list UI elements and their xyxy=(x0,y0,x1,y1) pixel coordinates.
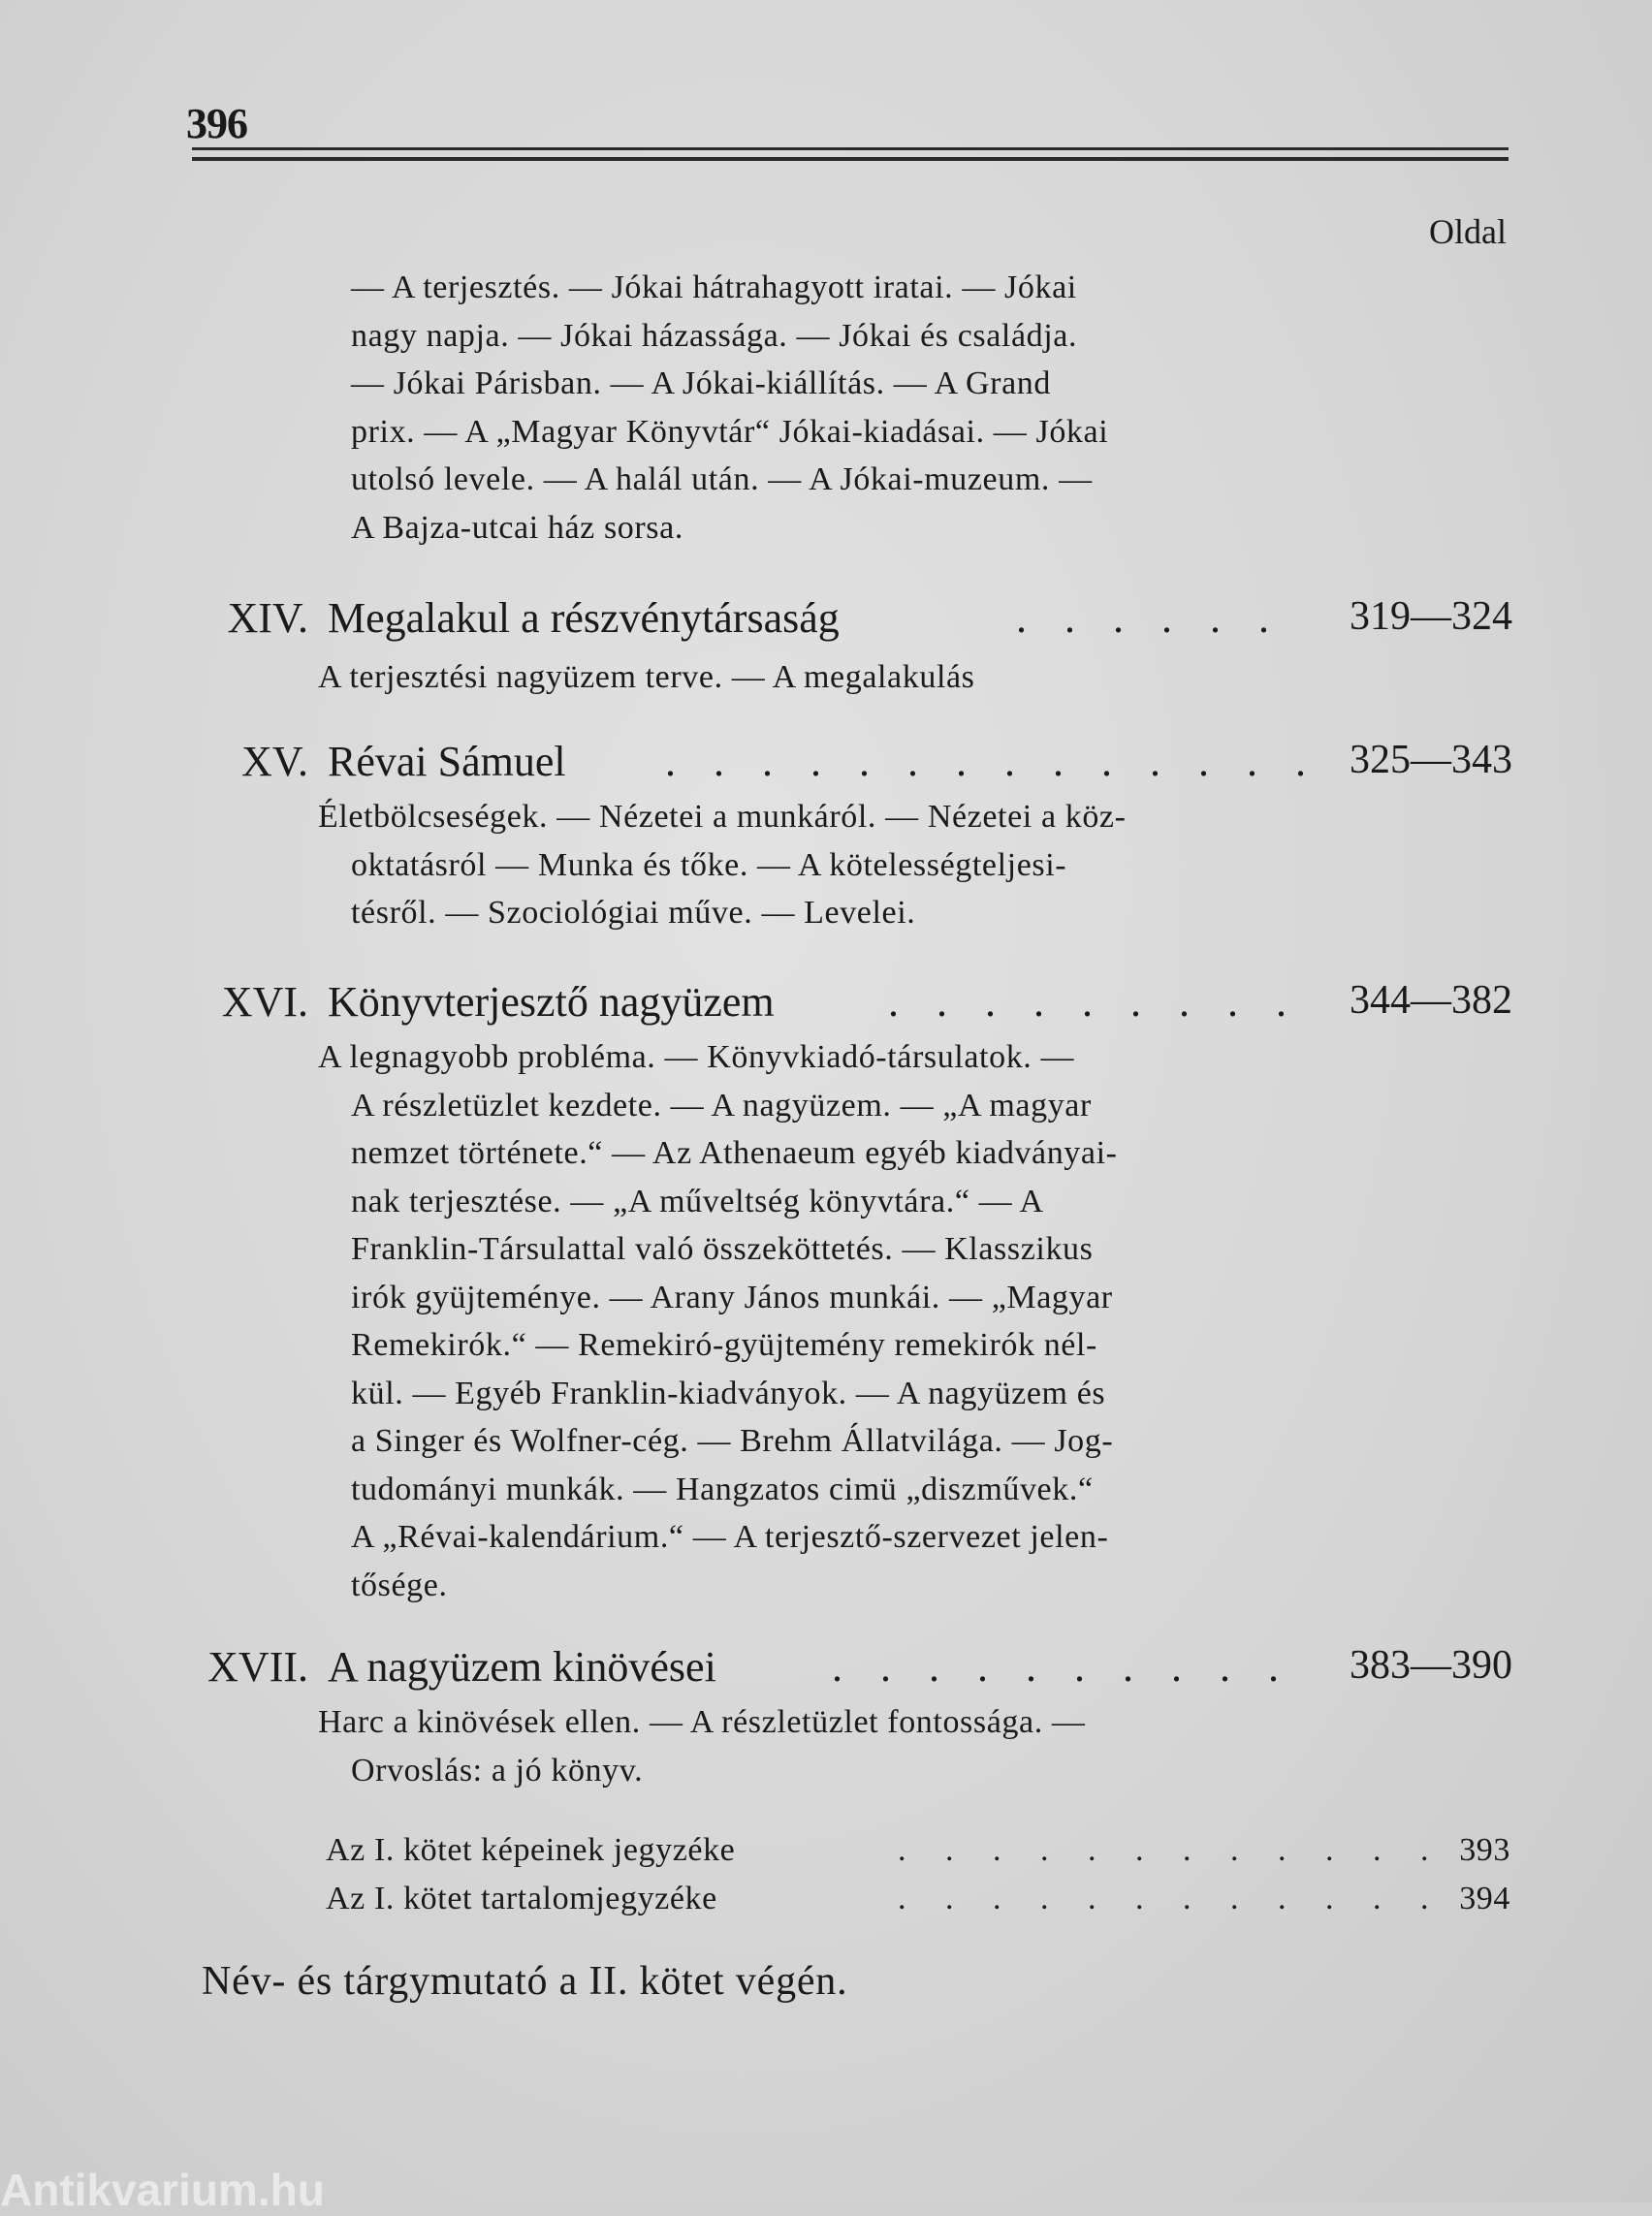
appendix-label: Az I. kötet képeinek jegyzéke xyxy=(326,1832,736,1868)
summary-line: Remekirók.“ — Remekiró-gyüjtemény remekirók nél- xyxy=(351,1327,1097,1363)
summary-line: tésről. — Szociológiai műve. — Levelei. xyxy=(351,895,916,931)
appendix-page: 394 xyxy=(1459,1881,1510,1916)
summary-line: kül. — Egyéb Franklin-kiadványok. — A nagyüzem és xyxy=(351,1375,1106,1411)
chapter-title: Könyvterjesztő nagyüzem xyxy=(328,978,775,1026)
summary-line: — A terjesztés. — Jókai hátrahagyott iratai. — Jókai xyxy=(351,269,1077,305)
chapter-title: Révai Sámuel xyxy=(328,738,566,785)
chapter-pages: 319—324 xyxy=(1350,594,1512,639)
summary-line: A legnagyobb probléma. — Könyvkiadó-társulatok. — xyxy=(318,1039,1075,1075)
chapter-xv-summary xyxy=(318,793,1328,937)
leader-dots: . . . . . . . . . . . . xyxy=(898,1881,1445,1916)
page-column-header: Oldal xyxy=(1429,212,1507,251)
chapter-entry-xv xyxy=(190,737,1512,795)
leader-dots: . . . . . . . . . . xyxy=(832,1643,1292,1691)
leader-dots: . . . . . . . . . . . . . . xyxy=(665,738,1319,785)
chapter-number: XIV. xyxy=(227,594,308,642)
chapter-xiv-summary xyxy=(318,653,1328,702)
summary-line: A részletüzlet kezdete. — A nagyüzem. — „A magyar xyxy=(351,1087,1092,1124)
header-rule-thick xyxy=(192,157,1509,161)
summary-line: A Bajza-utcai ház sorsa. xyxy=(351,509,683,546)
chapter-xiii-summary xyxy=(351,264,1328,552)
chapter-pages: 344—382 xyxy=(1350,978,1512,1023)
leader-dots: . . . . . . . . . xyxy=(888,978,1300,1026)
summary-line: — Jókai Párisban. — A Jókai-kiállítás. — A Grand xyxy=(351,365,1051,401)
chapter-pages: 325—343 xyxy=(1350,738,1512,782)
chapter-entry-xvi xyxy=(190,977,1512,1035)
chapter-title: Megalakul a részvénytársaság xyxy=(328,594,840,642)
chapter-number: XVI. xyxy=(221,978,308,1026)
header-rule-thin xyxy=(192,147,1509,150)
appendix-entry-contents xyxy=(326,1881,1510,1925)
chapter-entry-xvii xyxy=(190,1642,1512,1700)
chapter-entry-xiv xyxy=(190,593,1512,651)
chapter-number: XV. xyxy=(241,738,308,785)
summary-line: utolsó levele. — A halál után. — A Jókai-muzeum. — xyxy=(351,461,1093,497)
summary-line: prix. — A „Magyar Könyvtár“ Jókai-kiadásai. — Jókai xyxy=(351,413,1109,450)
leader-dots: . . . . . . xyxy=(1016,594,1283,642)
index-note: Név- és tárgymutató a II. kötet végén. xyxy=(202,1959,848,2004)
summary-line: Harc a kinövések ellen. — A részletüzlet fontossága. — xyxy=(318,1704,1086,1740)
chapter-number: XVII. xyxy=(207,1643,308,1691)
leader-dots: . . . . . . . . . . . . xyxy=(898,1832,1445,1868)
summary-line: A terjesztési nagyüzem terve. — A megalakulás xyxy=(318,659,975,695)
summary-line: oktatásról — Munka és tőke. — A kötelességteljesi- xyxy=(351,846,1067,883)
chapter-pages: 383—390 xyxy=(1350,1643,1512,1688)
summary-line: nak terjesztése. — „A műveltség könyvtára.“ — A xyxy=(351,1183,1044,1219)
summary-line: A „Révai-kalendárium.“ — A terjesztő-szervezet jelen- xyxy=(351,1519,1109,1555)
summary-line: tudományi munkák. — Hangzatos cimü „diszművek.“ xyxy=(351,1471,1094,1507)
summary-line: irók gyüjteménye. — Arany János munkái. — „Magyar xyxy=(351,1279,1113,1315)
watermark: Antikvarium.hu xyxy=(0,2165,325,2215)
summary-line: nemzet története.“ — Az Athenaeum egyéb kiadványai- xyxy=(351,1135,1118,1171)
page-number: 396 xyxy=(186,100,247,147)
summary-line: a Singer és Wolfner-cég. — Brehm Állatvilága. — Jog- xyxy=(351,1423,1114,1459)
appendix-entry-images xyxy=(326,1832,1510,1877)
appendix-label: Az I. kötet tartalomjegyzéke xyxy=(326,1881,717,1916)
summary-line: tősége. xyxy=(351,1567,448,1603)
summary-line: Életbölcseségek. — Nézetei a munkáról. — Nézetei a köz- xyxy=(318,799,1127,835)
chapter-xvii-summary xyxy=(318,1698,1328,1794)
appendix-page: 393 xyxy=(1459,1832,1510,1868)
chapter-xvi-summary xyxy=(318,1033,1328,1609)
summary-line: Franklin-Társulattal való összeköttetés. — Klasszikus xyxy=(351,1231,1094,1267)
summary-line: Orvoslás: a jó könyv. xyxy=(351,1752,644,1789)
chapter-title: A nagyüzem kinövései xyxy=(328,1643,716,1691)
summary-line: nagy napja. — Jókai házassága. — Jókai és családja. xyxy=(351,317,1078,354)
